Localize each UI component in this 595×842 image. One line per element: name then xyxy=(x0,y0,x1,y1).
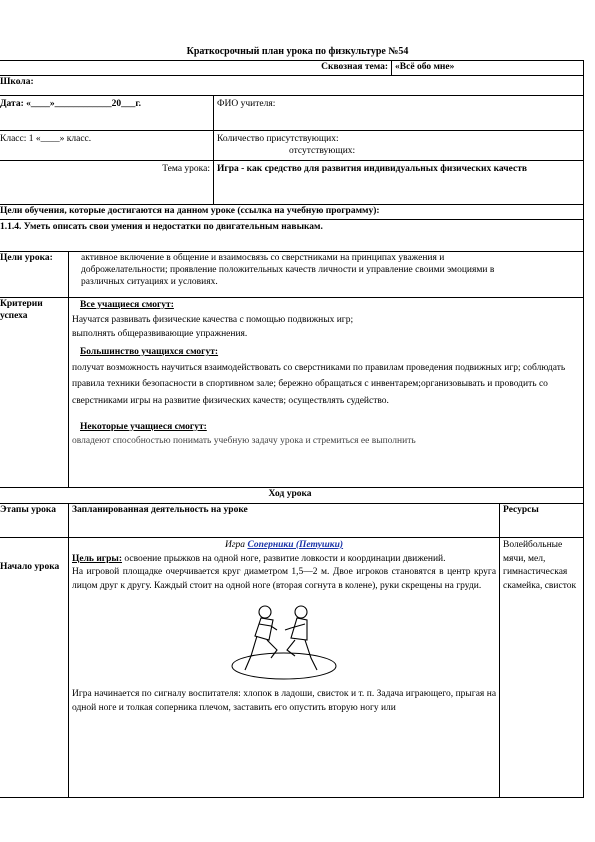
resources-cell: Волейбольные мячи, мел, гимнастическая скамейка, свисток xyxy=(500,537,584,797)
date-field: Дата: «____»____________20___г. xyxy=(0,96,214,131)
game-prefix: Игра xyxy=(224,539,248,550)
row-success-criteria xyxy=(0,297,584,487)
game-goal xyxy=(72,553,496,567)
row-theme xyxy=(0,61,584,76)
row-course-header xyxy=(0,487,584,503)
attendance-present: Количество присутствующих: xyxy=(217,134,339,144)
col-planned: Запланированная деятельность на уроке xyxy=(69,503,500,537)
boys-jumping-illustration xyxy=(225,600,343,684)
lesson-topic-label: Тема урока: xyxy=(0,161,214,205)
some-students-header: Некоторые учащиеся смогут: xyxy=(80,421,207,432)
row-lesson-topic xyxy=(0,161,584,205)
lesson-topic-value: Игра - как средство для развития индивидуальных физических качеств xyxy=(214,161,584,205)
row-class xyxy=(0,131,584,161)
planned-activity xyxy=(69,537,500,797)
game-name-link[interactable]: Соперники (Петушки) xyxy=(247,539,344,550)
game-goal-label: Цель игры: xyxy=(72,553,122,564)
row-goals-header xyxy=(0,205,584,220)
goal-code: 1.1.4. Уметь описать свои умения и недостатки по двигательным навыкам. xyxy=(0,219,584,251)
row-date xyxy=(0,96,584,131)
theme-value: «Всё обо мне» xyxy=(392,61,584,76)
all-students-line2: выполнять общеразвивающие упражнения. xyxy=(72,329,248,340)
attendance-field xyxy=(214,131,584,161)
col-resources: Ресурсы xyxy=(500,503,584,537)
lesson-plan-table xyxy=(0,60,584,798)
all-students-line1: Научатся развивать физические качества с помощью подвижных игр; xyxy=(72,314,354,325)
criteria-content xyxy=(69,297,584,487)
row-stage-start xyxy=(0,537,584,797)
theme-label: Сквозная тема: xyxy=(0,61,392,76)
teacher-field: ФИО учителя: xyxy=(214,96,584,131)
goals-header: Цели обучения, которые достигаются на данном уроке (ссылка на учебную программу): xyxy=(0,205,584,220)
game-description: На игровой площадке очерчивается круг диаметром 1,5—2 м. Двое игроков становятся в центр круга лицом друг к другу. Каждый стоит на одной ноге (вторая согнута в колене), руки скрещены на груди. xyxy=(72,567,497,592)
page-title: Краткосрочный план урока по физкультуре №54 xyxy=(186,46,409,57)
row-lesson-goals xyxy=(0,251,584,297)
game-goal-text: освоение прыжков на одной ноге, развитие ловкости и координации движений. xyxy=(122,553,446,564)
stage-name: Начало урока xyxy=(0,537,69,797)
class-field: Класс: 1 «____» класс. xyxy=(0,131,214,161)
criteria-label: Критерии успеха xyxy=(0,297,69,487)
row-columns xyxy=(0,503,584,537)
lesson-goals-text: активное включение в общение и взаимосвязь со сверстниками на принципах уважения и доброжелательности; проявление положительных качеств личности и управление своими эмоциями в различных ситуациях и условиях. xyxy=(69,251,584,297)
most-students-text: получат возможность научиться взаимодействовать со сверстниками по правилам проведения подвижных игр; соблюдать правила техники безопасности в спортивном зале; бережно обращаться с инвентарем;организовывать и проводить со сверстниками игры на развитие физических качеств; осуществлять судейство. xyxy=(72,362,566,406)
some-students-text: овладеют способностью понимать учебную задачу урока и стремиться ее выполнить xyxy=(72,436,416,447)
row-school xyxy=(0,76,584,96)
most-students-header: Большинство учащихся смогут: xyxy=(80,347,219,358)
school-label: Школа: xyxy=(0,76,584,96)
attendance-absent: отсутствующих: xyxy=(289,145,356,156)
lesson-goals-label: Цели урока: xyxy=(0,251,69,297)
game-title xyxy=(72,539,496,553)
game-rules: Игра начинается по сигналу воспитателя: хлопок в ладоши, свисток и т. п. Задача играющего, прыгая на одной ноге и толкая соперника плечом, заставить его опустить вторую ногу или xyxy=(72,688,497,713)
course-header: Ход урока xyxy=(0,487,584,503)
all-students-header: Все учащиеся смогут: xyxy=(80,299,174,310)
col-stages: Этапы урока xyxy=(0,503,69,537)
row-goal-code xyxy=(0,219,584,251)
